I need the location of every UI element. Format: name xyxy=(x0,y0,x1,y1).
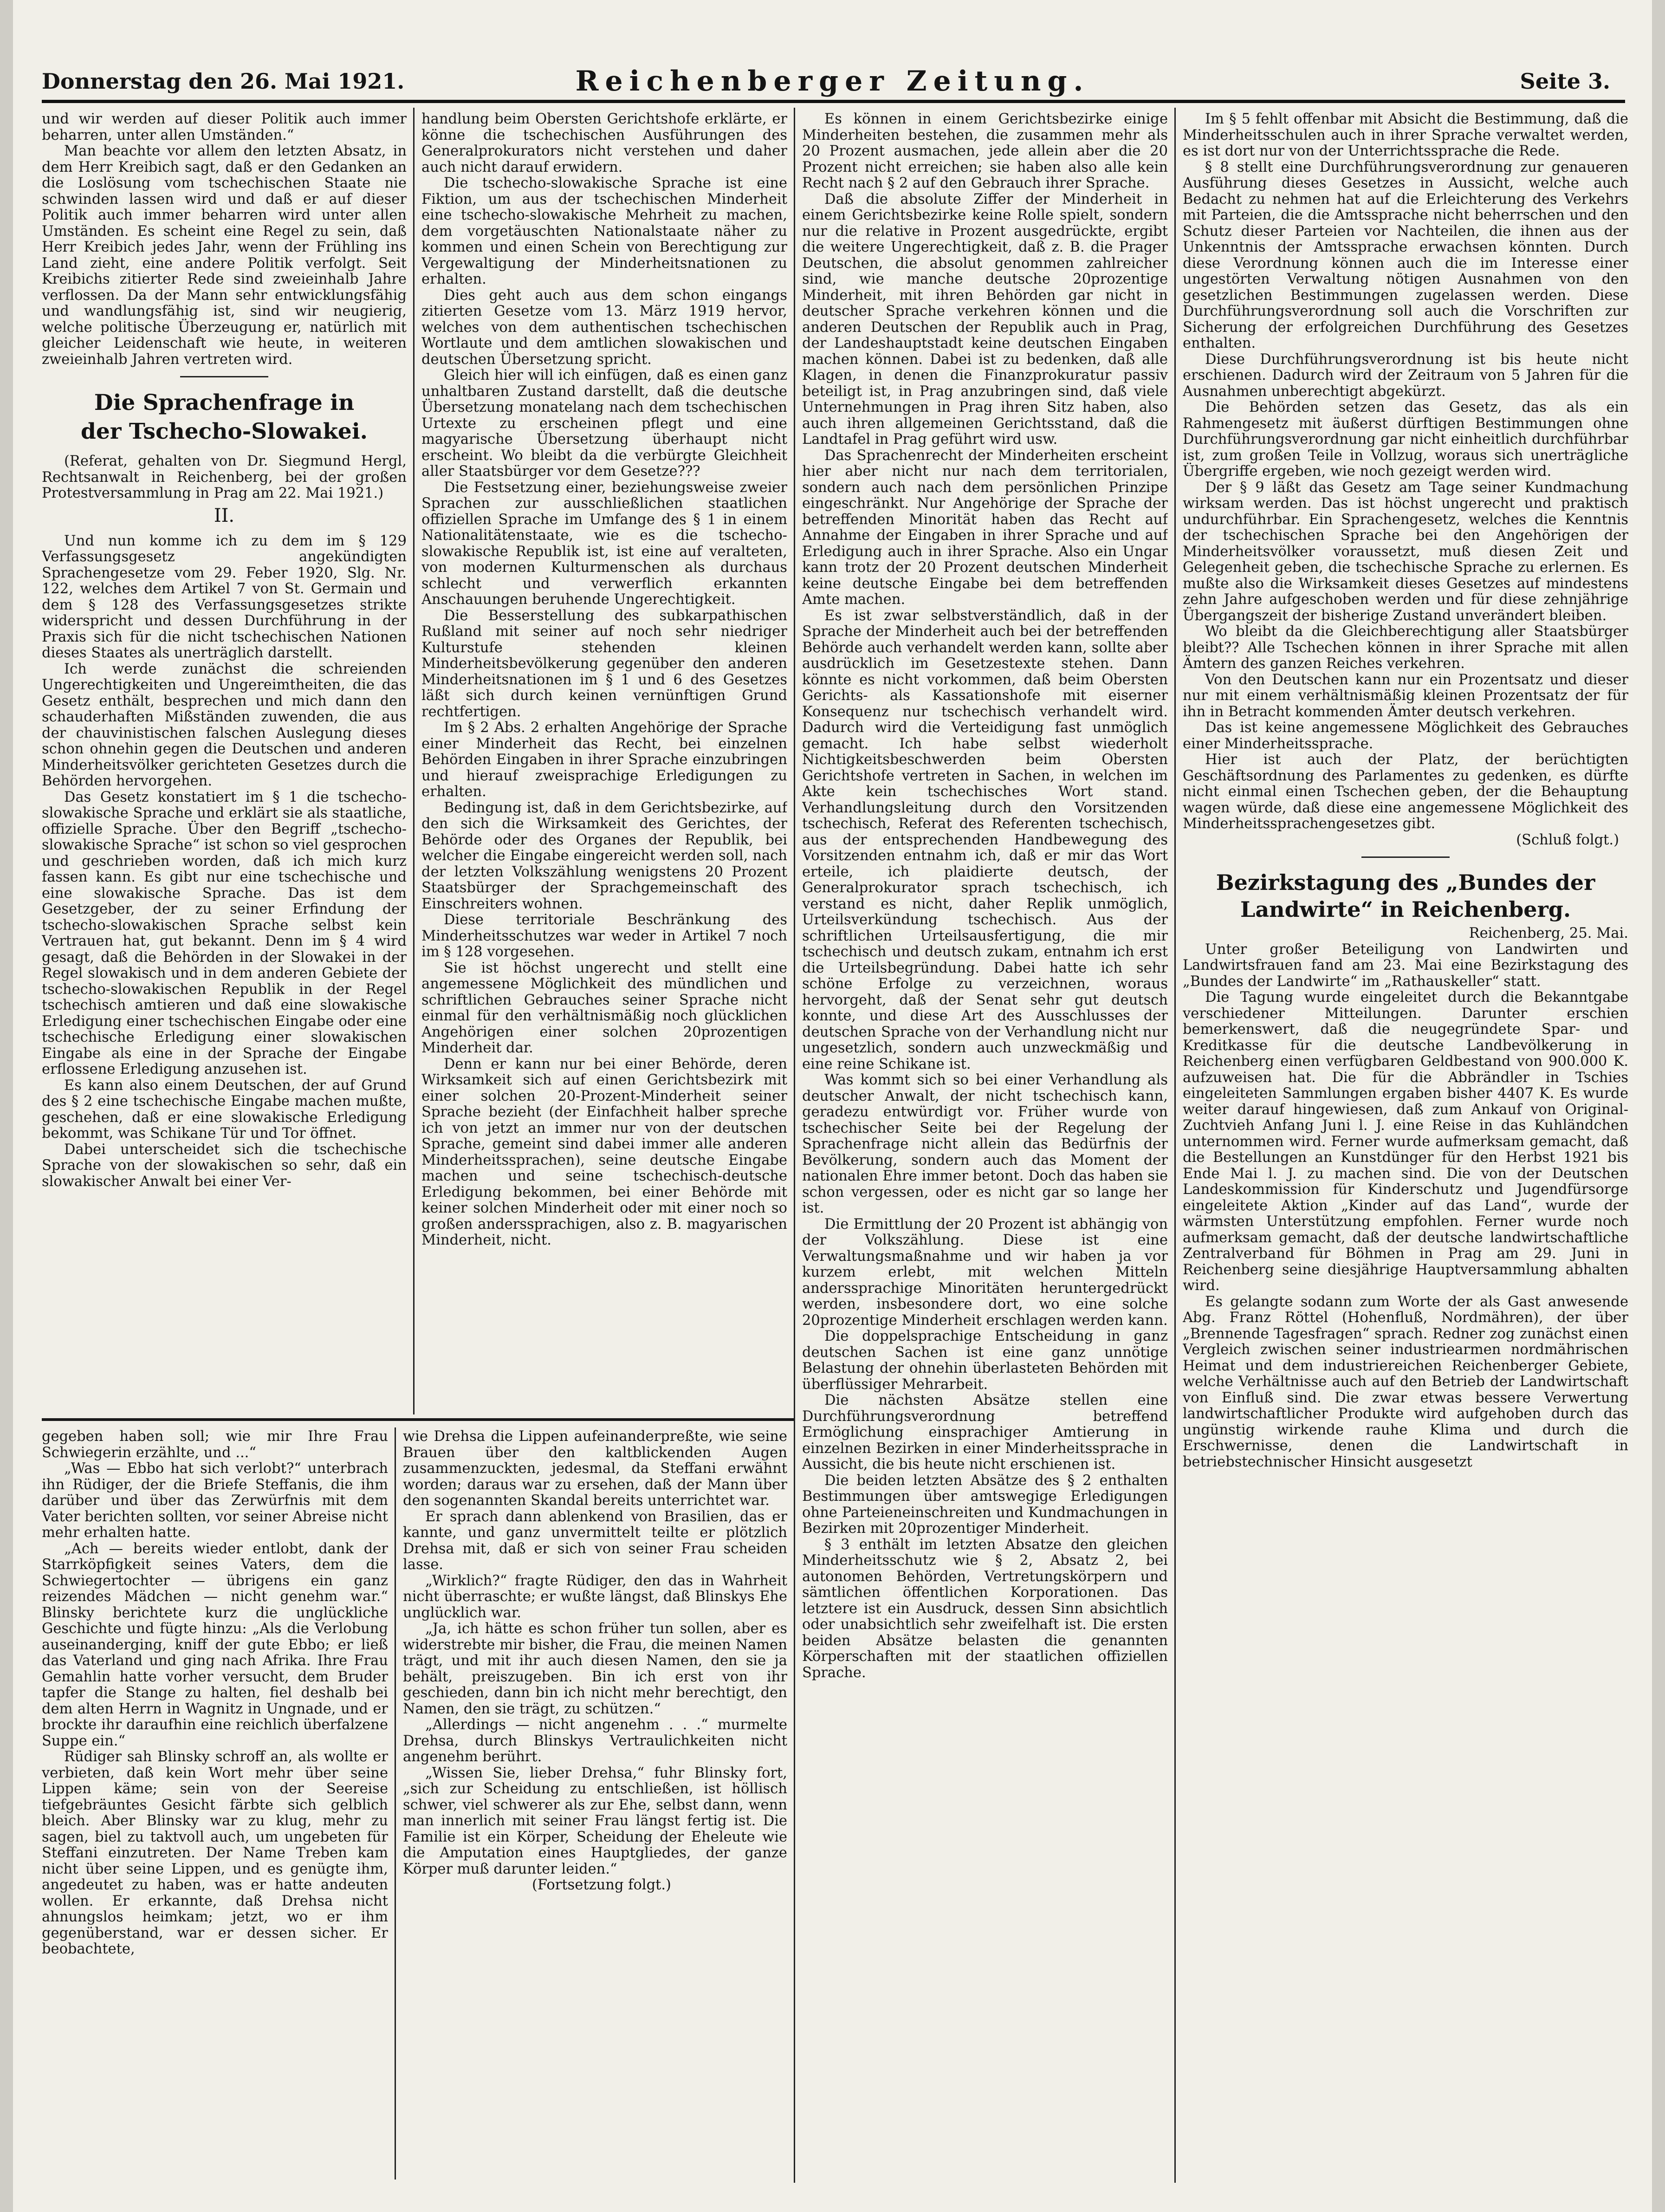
column-2 xyxy=(421,111,787,1414)
section-number: II. xyxy=(214,505,235,526)
article-text: Daß die absolute Ziffer der Minderheit in einem Gerichtsbezirke keine Rolle spielt, sondern nur die relative in Prozent ausgedrückte, ergibt die weitere Ungerechtigkeit, daß z. B. die Prager Deutschen, die absolut genommen zahlreicher sind, wie manche deutsche 20prozentige Minderheit, mit ihren Behörden gar nicht in deutscher Sprache verkehren können und die anderen Deutschen der Republik auch in Prag, der Landeshauptstadt keine deutschen Eingaben machen können. Dabei ist zu bedenken, daß alle Klagen, in denen die Finanzprokuratur passiv beteiligt ist, in Prag anzubringen sind, daß viele Unternehmungen in Prag ihren Sitz haben, also auch ihren allgemeinen Gerichtsstand, daß die Landtafel in Prag geführt wird usw. xyxy=(802,191,1168,448)
article-headline xyxy=(1183,869,1628,923)
article-text: Die tschecho-slowakische Sprache ist eine Fiktion, um aus der tschechischen Minderheit eine tschecho-slowakische Mehrheit zu machen, dem vorgetäuschten Nationalstaate näher zu kommen und einen Schein von Berechtigung zur Vergewaltigung der Minderheitsnationen zu erhalten. xyxy=(421,175,787,287)
column-rule xyxy=(395,1427,396,2180)
header-date: Donnerstag den 26. Mai 1921. xyxy=(42,69,405,94)
article-text: Die beiden letzten Absätze des § 2 enthalten Bestimmungen über amtswegige Erledigungen ohne Parteieneinschreiten und Kundmachungen in Bezirken mit 20prozentiger Minderheit. xyxy=(802,1472,1168,1537)
continuation-note: (Fortsetzung folgt.) xyxy=(532,1877,671,1893)
article-text: Diese territoriale Beschränkung des Minderheitsschutzes war weder in Artikel 7 noch im § 128 vorgesehen. xyxy=(421,912,787,960)
article-text: Von den Deutschen kann nur ein Prozentsatz und dieser nur mit einem verhältnismäßig kleinen Prozentsatz der für ihn in Betracht kommenden Ämter deutsch verkehren. xyxy=(1183,671,1628,720)
article-text: Gleich hier will ich einfügen, daß es einen ganz unhaltbaren Zustand darstellt, daß die deutsche Übersetzung monatelang nach dem tschechischen Urtexte zu erscheinen pflegt und eine magyarische Übersetzung überhaupt nicht erscheint. Wo bleibt da die verbürgte Gleichheit aller Staatsbürger vor dem Gesetze??? xyxy=(421,367,787,480)
article-subhead: (Referat, gehalten von Dr. Siegmund Hergl, Rechtsanwalt in Reichenberg, bei der großen Protestversammlung in Prag am 22. Mai 1921.) xyxy=(42,453,407,501)
story-text: gegeben haben soll; wie mir Ihre Frau Schwiegerin erzählte, und ...“ xyxy=(42,1429,388,1461)
story-text: Er sprach dann ablenkend von Brasilien, das er kannte, und ganz unvermittelt teilte er plötzlich Drehsa mit, daß er sich von seiner Frau scheiden lasse. xyxy=(403,1508,787,1573)
article-text: Es kann also einem Deutschen, der auf Grund des § 2 eine tschechische Eingabe machen mußte, geschehen, daß er eine slowakische Erledigung bekommt, was Schikane Tür und Tor öffnet. xyxy=(42,1077,407,1142)
page-number: Seite 3. xyxy=(1520,69,1610,94)
story-text: „Allerdings — nicht angenehm . . .“ murmelte Drehsa, durch Blinskys Vertraulichkeiten nicht angenehm berührt. xyxy=(403,1717,787,1765)
feuilleton-rule xyxy=(42,1418,794,1421)
column-rule xyxy=(413,108,415,1414)
separator xyxy=(1361,856,1450,858)
article-text: § 8 stellt eine Durchführungsverordnung zur genaueren Ausführung dieses Gesetzes in Aussicht, welche auch Bedacht zu nehmen hat auf die Erleichterung des Verkehrs mit Parteien, die die Amtssprache nicht beherrschen und den Schutz dieser Parteien vor Nachteilen, die ihnen aus der Unkenntnis der Amtssprache erwachsen könnten. Durch diese Verordnung können auch die im Interesse einer ungestörten Verwaltung nötigen Ausnahmen von den gesetzlichen Bestimmungen zugelassen werden. Diese Durchführungsverordnung soll auch die Vorschriften zur Sicherung der erfolgreichen Durchführung des Gesetzes enthalten. xyxy=(1183,159,1628,351)
article-text: Unter großer Beteiligung von Landwirten und Landwirtsfrauen fand am 23. Mai eine Bezirkstagung des „Bundes der Landwirte“ im „Rathauskeller“ statt. xyxy=(1183,941,1628,990)
headline-line: Die Sprachenfrage in xyxy=(94,390,355,415)
column-3 xyxy=(802,111,1168,2182)
column-rule xyxy=(1174,108,1176,2183)
story-text: „Wissen Sie, lieber Drehsa,“ fuhr Blinsky fort, „sich zur Scheidung zu entschließen, ist höllisch schwer, viel schwerer als zur Ehe, selbst dann, wenn man innerlich mit seiner Frau längst fertig ist. Die Familie ist ein Körper, Scheidung der Eheleute wie die Amputation eines Hauptgliedes, der ganze Körper muß darunter leiden.“ xyxy=(403,1764,787,1877)
newspaper-page xyxy=(13,0,1652,2212)
article-headline xyxy=(42,389,407,446)
article-text: Das Sprachenrecht der Minderheiten erscheint hier aber nicht nur nach dem territorialen, sondern auch nach dem persönlichen Prinzipe eingeschränkt. Nur Angehörige der Sprache der betreffenden Minorität haben das Recht auf Annahme der Eingaben in ihrer Sprache und auf Erledigung auch in ihrer Sprache. Also ein Ungar kann trotz der 20 Prozent deutschen Minderheit keine deutsche Eingabe bei dem betreffenden Amte machen. xyxy=(802,447,1168,608)
story-text: Rüdiger sah Blinsky schroff an, als wollte er verbieten, daß kein Wort mehr über seine Lippen käme; sein von der Seereise tiefgebräuntes Gesicht färbte sich gelblich bleich. Aber Blinsky war zu klug, mehr zu sagen, biel zu taktvoll auch, um ungebeten für Steffani einzutreten. Der Name Treben kam nicht über seine Lippen, und es genügte ihm, angedeutet zu haben, was er hatte andeuten wollen. Er erkannte, daß Drehsa nicht ahnungslos heimkam; jetzt, wo er ihm gegenüberstand, war er dessen sicher. Er beobachtete, xyxy=(42,1749,388,1957)
article-text: Die Tagung wurde eingeleitet durch die Bekanntgabe verschiedener Mitteilungen. Darunter erschien bemerkenswert, daß die neugegründete Spar- und Kreditkasse für die deutsche Landbevölkerung in Reichenberg einen verfügbaren Geldbestand von 900.000 K. aufzuweisen hat. Die für die Abbrändler in Tschies eingeleiteten Sammlungen ergaben bisher 4407 K. Es wurde weiter darauf hingewiesen, daß zum Ankauf von Original-Zuchtvieh Anfang Juni l. J. eine Reise in das Kuhländchen unternommen wird. Ferner wurde aufmerksam gemacht, daß die Bestellungen an Kunstdünger für den Herbst 1921 bis Ende Mai l. J. zu machen sind. Die von der Deutschen Landeskommission für Kinderschutz und Jugendfürsorge eingeleitete Aktion „Kinder auf das Land“, wurde der wärmsten Unterstützung empfohlen. Ferner wurde noch aufmerksam gemacht, daß der deutsche landwirtschaftliche Zentralverband für Böhmen in Prag am 29. Juni in Reichenberg seine diesjährige Hauptversammlung abhalten wird. xyxy=(1183,989,1628,1294)
article-text: Was kommt sich so bei einer Verhandlung als deutscher Anwalt, der nicht tschechisch kann, geradezu entwürdigt vor. Früher wurde von tschechischer Seite bei der Regelung der Sprachenfrage nicht allein das Bedürfnis der Bevölkerung, sondern auch das Moment der nationalen Ehre immer betont. Doch das haben sie schon vergessen, oder es nicht gar so lange her ist. xyxy=(802,1072,1168,1216)
column-4 xyxy=(1183,111,1628,2182)
continuation-note: (Schluß folgt.) xyxy=(1516,831,1619,848)
story-text: „Wirklich?“ fragte Rüdiger, den das in Wahrheit nicht überraschte; er wußte längst, daß Blinskys Ehe unglücklich war. xyxy=(403,1572,787,1621)
article-text: Der § 9 läßt das Gesetz am Tage seiner Kundmachung wirksam werden. Das ist höchst ungerecht und praktisch undurchführbar. Ein Sprachengesetz, welches die Kenntnis der tschechischen Sprache bei den Angehörigen der Minderheitsvölker voraussetzt, muß diesen Zeit und Gelegenheit geben, die tschechische Sprache zu erlernen. Es mußte also die Wirksamkeit dieses Gesetzes auf mindestens zehn Jahre aufgeschoben werden und für diese zehnjährige Übergangszeit der bisherige Zustand unverändert bleiben. xyxy=(1183,479,1628,624)
article-text: Bedingung ist, daß in dem Gerichtsbezirke, auf den sich die Wirksamkeit des Gerichtes, der Behörde oder des Organes der Republik, bei welcher die Eingabe eingereicht werden soll, nach der letzten Volkszählung wenigstens 20 Prozent Staatsbürger der Sprachgemeinschaft des Einschreiters wohnen. xyxy=(421,799,787,912)
article-text: Dabei unterscheidet sich die tschechische Sprache von der slowakischen so sehr, daß ein slowakischer Anwalt bei einer Ver- xyxy=(42,1141,407,1190)
article-text: Wo bleibt da die Gleichberechtigung aller Staatsbürger bleibt?? Alle Tschechen können in ihrer Sprache mit allen Ämtern des ganzen Reiches verkehren. xyxy=(1183,623,1628,672)
article-text: Man beachte vor allem den letzten Absatz, in dem Herr Kreibich sagt, daß er den Gedanken an die Loslösung vom tschechischen Staate nie schwinden lassen wird und daß er auf dieser Politik auch immer beharren wird unter allen Umständen. Es scheint eine Regel zu sein, daß Herr Kreibich jedes Jahr, wenn der Frühling ins Land zieht, eine andere Politik verfolgt. Seit Kreibichs zitierter Rede sind zweieinhalb Jahre verflossen. Da der Mann sehr entwicklungsfähig und wandlungsfähig ist, sind wir neugierig, welche politische Überzeugung er, natürlich mit gleicher Leidenschaft wie heute, in weiteren zweieinhalb Jahren vertreten wird. xyxy=(42,143,407,368)
article-text: Hier ist auch der Platz, der berüchtigten Geschäftsordnung des Parlamentes zu gedenken, es dürfte nicht einmal einen Tschechen geben, der die Behauptung wagen würde, daß diese eine angemessene Möglichkeit des Minderheitssprachengesetzes gibt. xyxy=(1183,752,1628,832)
article-text: § 3 enthält im letzten Absatze den gleichen Minderheitsschutz wie § 2, Absatz 2, bei autonomen Behörden, Vertretungskörpern und sämtlichen öffentlichen Korporationen. Das letztere ist ein Ausdruck, dessen Sinn absichtlich oder unabsichtlich sehr zweifelhaft ist. Die ersten beiden Absätze belasten die genannten Körperschaften mit der staatlichen offiziellen Sprache. xyxy=(802,1536,1168,1681)
article-text: Die Ermittlung der 20 Prozent ist abhängig von der Volkszählung. Diese ist eine Verwaltungsmaßnahme und wir haben ja vor kurzem erlebt, mit welchen Mitteln anderssprachige Minoritäten heruntergedrückt werden, insbesondere dort, wo eine solche 20prozentige Minderheit erschlagen werden kann. xyxy=(802,1216,1168,1329)
masthead: Reichenberger Zeitung. xyxy=(575,65,1090,97)
article-text: Die Besserstellung des subkarpathischen Rußland mit seiner auf noch sehr niedriger Kulturstufe stehenden kleinen Minderheitsbevölkerung gegenüber den anderen Minderheitsnationen im § 1 und 6 des Gesetzes läßt sich durch keinen vernünftigen Grund rechtfertigen. xyxy=(421,607,787,720)
article-text: handlung beim Obersten Gerichtshofe erklärte, er könne die tschechischen Ausführungen des Generalprokurators nicht verstehen und daher auch nicht darauf erwidern. xyxy=(421,111,787,175)
article-text: Und nun komme ich zu dem im § 129 Verfassungsgesetz angekündigten Sprachengesetze vom 29. Feber 1920, Slg. Nr. 122, welches dem Artikel 7 von St. Germain und dem § 128 des Verfassungsgesetzes strikte widerspricht und dessen Durchführung in der Praxis sich für die nicht tschechischen Nationen dieses Staates als unerträglich darstellt. xyxy=(42,532,407,661)
article-text: Sie ist höchst ungerecht und stellt eine angemessene Möglichkeit des mündlichen und schriftlichen Gebrauches seiner Sprache nicht einmal für den verhältnismäßig noch glücklichen Angehörigen einer solchen 20prozentigen Minderheit dar. xyxy=(421,960,787,1056)
header-rule xyxy=(42,100,1625,103)
article-text: Das ist keine angemessene Möglichkeit des Gebrauches einer Minderheitssprache. xyxy=(1183,720,1628,752)
article-text: Dies geht auch aus dem schon eingangs zitierten Gesetze vom 13. März 1919 hervor, welches von dem authentischen tschechischen Wortlaute und dem amtlichen slowakischen und deutschen Übersetzung spricht. xyxy=(421,287,787,368)
article-text: Die nächsten Absätze stellen eine Durchführungsverordnung betreffend Ermöglichung einsprachiger Amtierung in einzelnen Bezirken in einer Minderheitssprache in Aussicht, die bis heute nicht erschienen ist. xyxy=(802,1392,1168,1473)
article-text: Diese Durchführungsverordnung ist bis heute nicht erschienen. Dadurch wird der Zeitraum von 5 Jahren für die Ausnahmen unberechtigt abgekürzt. xyxy=(1183,351,1628,400)
feuilleton-column-2 xyxy=(403,1429,787,2181)
article-text: Im § 5 fehlt offenbar mit Absicht die Bestimmung, daß die Minderheitsschulen auch in ihrer Sprache verwaltet werden, es ist dort nur von der Unterrichtssprache die Rede. xyxy=(1183,111,1628,159)
article-text: Ich werde zunächst die schreienden Ungerechtigkeiten und Ungereimtheiten, die das Gesetz enthält, besprechen und mich dann den schauderhaften Mißständen zuwenden, die aus der chauvinistischen falschen Auslegung dieses schon ohnehin gegen die Deutschen und anderen Minderheitsvölker gerichteten Gesetzes durch die Behörden hervorgehen. xyxy=(42,661,407,789)
article-text: Das Gesetz konstatiert im § 1 die tschecho-slowakische Sprache und erklärt sie als staatliche, offizielle Sprache. Über den Begriff „tschecho-slowakische Sprache“ ist schon so viel gesprochen und geschrieben worden, daß ich mich kurz fassen kann. Es gibt nur eine tschechische und eine slowakische Sprache. Das ist dem Gesetzgeber, der zu seiner Erfindung der tschecho-slowakischen Sprache selbst kein Vertrauen hat, gut bekannt. Denn im § 4 wird gesagt, daß die Behörden in der Slowakei in der Regel slowakisch und in dem anderen Gebiete der tschecho-slowakischen Republik in der Regel tschechisch amtieren und daß eine slowakische Erledigung einer tschechischen Eingabe oder eine tschechische Erledigung einer slowakischen Eingabe als eine in der Sprache der Eingabe erflossene Erledigung anzusehen ist. xyxy=(42,789,407,1077)
headline-line: Bezirkstagung des „Bundes der xyxy=(1216,870,1595,895)
article-text: Denn er kann nur bei einer Behörde, deren Wirksamkeit sich auf einen Gerichtsbezirk mit einer solchen 20-Prozent-Minderheit seiner Sprache bezieht (der Einfachheit halber spreche ich von jetzt an immer nur von der deutschen Sprache, gemeint sind dabei immer alle anderen Minderheitssprachen), seine deutsche Eingabe machen und seine tschechisch-deutsche Erledigung bekommen, bei einer Behörde mit keiner solchen Minderheit oder mit einer noch so großen anderssprachigen, also z. B. magyarischen Minderheit, nicht. xyxy=(421,1056,787,1248)
story-text: „Was — Ebbo hat sich verlobt?“ unterbrach ihn Rüdiger, der die Briefe Steffanis, die ihm darüber und über das Zerwürfnis mit dem Vater berichten sollten, vor seiner Abreise nicht mehr erhalten hatte. xyxy=(42,1460,388,1541)
story-text: wie Drehsa die Lippen aufeinanderpreßte, wie seine Brauen über den kaltblickenden Augen zusammenzuckten, jedesmal, da Steffani erwähnt worden; daraus war zu ersehen, daß der Mann über den sogenannten Skandal bereits unterrichtet war. xyxy=(403,1429,787,1509)
dateline: Reichenberg, 25. Mai. xyxy=(1469,925,1628,941)
column-1 xyxy=(42,111,407,1414)
article-text: Im § 2 Abs. 2 erhalten Angehörige der Sprache einer Minderheit das Recht, bei einzelnen Behörden Eingaben in ihrer Sprache einzubringen und hierauf zweisprachige Erledigungen zu erhalten. xyxy=(421,720,787,800)
column-rule xyxy=(794,108,795,2183)
separator xyxy=(180,376,268,377)
article-text: Es ist zwar selbstverständlich, daß in der Sprache der Minderheit auch bei der betreffenden Behörde auch verhandelt werden kann, sollte aber ausdrücklich im Gesetzestexte stehen. Dann könnte es nicht vorkommen, daß beim Obersten Gerichts- als Kassationshofe mit eiserner Konsequenz nur tschechisch verhandelt wird. Dadurch wird die Verteidigung fast unmöglich gemacht. Ich habe selbst wiederholt Nichtigkeitsbeschwerden beim Obersten Gerichtshofe vertreten in Sachen, in welchen im Akte kein tschechisches Wort stand. Verhandlungsleitung durch den Vorsitzenden tschechisch, Referat des Referenten tschechisch, aus der entsprechenden Handbewegung des Vorsitzenden entnahm ich, daß er mir das Wort erteile, ich plaidierte deutsch, der Generalprokurator sprach tschechisch, ich verstand es nicht, daher Replik unmöglich, Urteilsverkündung tschechisch. Aus der schriftlichen Urteilsausfertigung, die mir tschechisch und deutsch zukam, entnahm ich erst die Urteilsbegründung. Dabei hatte ich sehr schöne Erfolge zu verzeichnen, woraus hervorgeht, daß der Senat sehr gut deutsch konnte, und diese Art des Ausschlusses der deutschen Sprache von der Verhandlung nicht nur ungesetzlich, sondern auch unzweckmäßig und eine reine Schikane ist. xyxy=(802,607,1168,1072)
article-text: Es gelangte sodann zum Worte der als Gast anwesende Abg. Franz Röttel (Hohenfluß, Nordmähren), der über „Brennende Tagesfragen“ sprach. Redner zog zunächst einen Vergleich zwischen seiner industriearmen nordmährischen Heimat und dem industriereichen Reichenberger Gebiete, welche Verhältnisse auch auf den Betrieb der Landwirtschaft von Einfluß sind. Die zwar etwas bessere Verwertung landwirtschaftlicher Produkte wird aufgehoben durch das ungünstig wirkende rauhe Klima und durch die Erschwernisse, denen die Landwirtschaft in betriebstechnischer Hinsicht ausgesetzt xyxy=(1183,1293,1628,1470)
article-text: Die Festsetzung einer, beziehungsweise zweier Sprachen zur ausschließlichen staatlichen offiziellen Sprache im Umfange des § 1 in einem Nationalitätenstaate, wie es die tschecho-slowakische Republik ist, ist eine auf veralteten, von modernen Kulturmenschen als durchaus schlecht und verwerflich erkannten Anschauungen beruhende Ungerechtigkeit. xyxy=(421,479,787,608)
headline-line: der Tschecho-Slowakei. xyxy=(80,419,368,444)
feuilleton-column-1 xyxy=(42,1429,388,2181)
headline-line: Landwirte“ in Reichenberg. xyxy=(1240,897,1571,922)
article-text: Die Behörden setzen das Gesetz, das als ein Rahmengesetz mit äußerst dürftigen Bestimmungen ohne Durchführungsverordnung gar nicht einheitlich durchführbar ist, zum großen Teile in Vollzug, woraus sich unerträgliche Übergriffe ergeben, wie noch gezeigt werden wird. xyxy=(1183,399,1628,480)
article-text: und wir werden auf dieser Politik auch immer beharren, unter allen Umständen.“ xyxy=(42,111,407,143)
article-text: Es können in einem Gerichtsbezirke einige Minderheiten bestehen, die zusammen mehr als 20 Prozent ausmachen, jede allein aber die 20 Prozent nicht erreichen; sie haben also alle kein Recht nach § 2 auf den Gebrauch ihrer Sprache. xyxy=(802,111,1168,191)
article-text: Die doppelsprachige Entscheidung in ganz deutschen Sachen ist eine ganz unnötige Belastung der ohnehin überlasteten Behörden mit überflüssiger Mehrarbeit. xyxy=(802,1328,1168,1393)
story-text: „Ach — bereits wieder entlobt, dank der Starrköpfigkeit seines Vaters, dem die Schwiegertochter — übrigens ein ganz reizendes Mädchen — nicht genehm war.“ Blinsky berichtete kurz die unglückliche Geschichte und fügte hinzu: „Als die Verlobung auseinanderging, kniff der gute Ebbo; er ließ das Vaterland und ging nach Afrika. Ihre Frau Gemahlin hatte vorher versucht, dem Bruder tapfer die Stange zu halten, fiel deshalb bei dem alten Herrn in Wagnitz in Ungnade, und er brockte ihr daraufhin eine reichlich überfalzene Suppe ein.“ xyxy=(42,1540,388,1749)
page-header xyxy=(13,0,1652,109)
story-text: „Ja, ich hätte es schon früher tun sollen, aber es widerstrebte mir bisher, die Frau, die meinen Namen trägt, und mit ihr auch diesen Namen, den sie ja behält, preiszugeben. Bin ich erst von ihr geschieden, dann bin ich nicht mehr berechtigt, den Namen, den sie trägt, zu schützen.“ xyxy=(403,1621,787,1717)
